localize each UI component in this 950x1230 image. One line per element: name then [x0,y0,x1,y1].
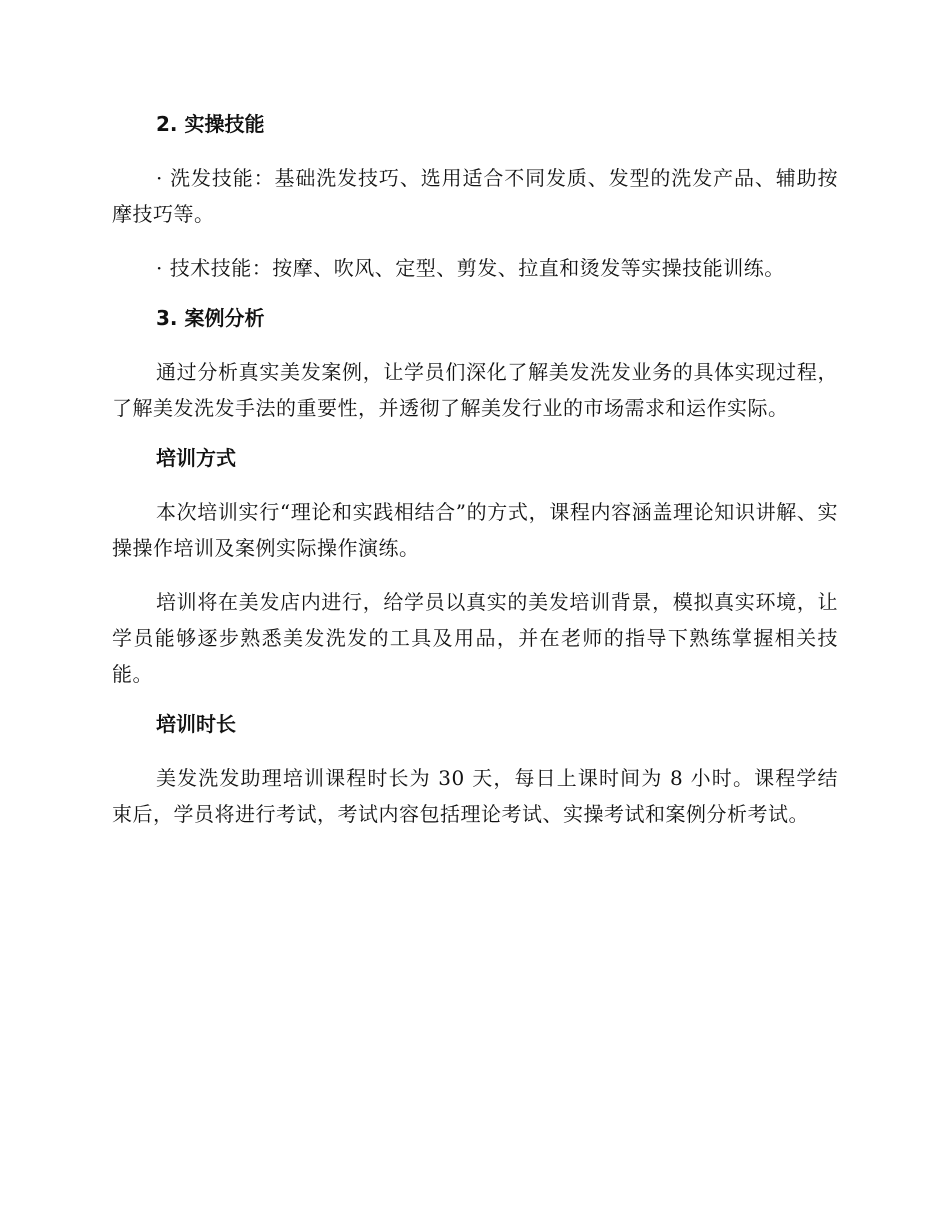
paragraph-washing-skills: · 洗发技能：基础洗发技巧、选用适合不同发质、发型的洗发产品、辅助按摩技巧等。 [112,166,838,226]
paragraph-case-analysis: 通过分析真实美发案例，让学员们深化了解美发洗发业务的具体实现过程，了解美发洗发手法的重要性，并透彻了解美发行业的市场需求和运作实际。 [112,360,838,420]
paragraph-technical-skills: · 技术技能：按摩、吹风、定型、剪发、拉直和烫发等实操技能训练。 [156,256,785,280]
section-heading-training-duration: 培训时长 [156,712,236,736]
paragraph-training-method-1: 本次培训实行“理论和实践相结合”的方式，课程内容涵盖理论知识讲解、实操操作培训及案例实际操作演练。 [112,500,838,560]
section-heading-training-method: 培训方式 [156,446,236,470]
paragraph-training-duration: 美发洗发助理培训课程时长为 30 天，每日上课时间为 8 小时。课程学结束后，学员将进行考试，考试内容包括理论考试、实操考试和案例分析考试。 [112,766,838,826]
paragraph-training-method-2: 培训将在美发店内进行，给学员以真实的美发培训背景，模拟真实环境，让学员能够逐步熟悉美发洗发的工具及用品，并在老师的指导下熟练掌握相关技能。 [112,590,838,686]
section-heading-case-analysis: 3. 案例分析 [156,306,265,330]
section-heading-practical-skills: 2. 实操技能 [156,112,265,136]
